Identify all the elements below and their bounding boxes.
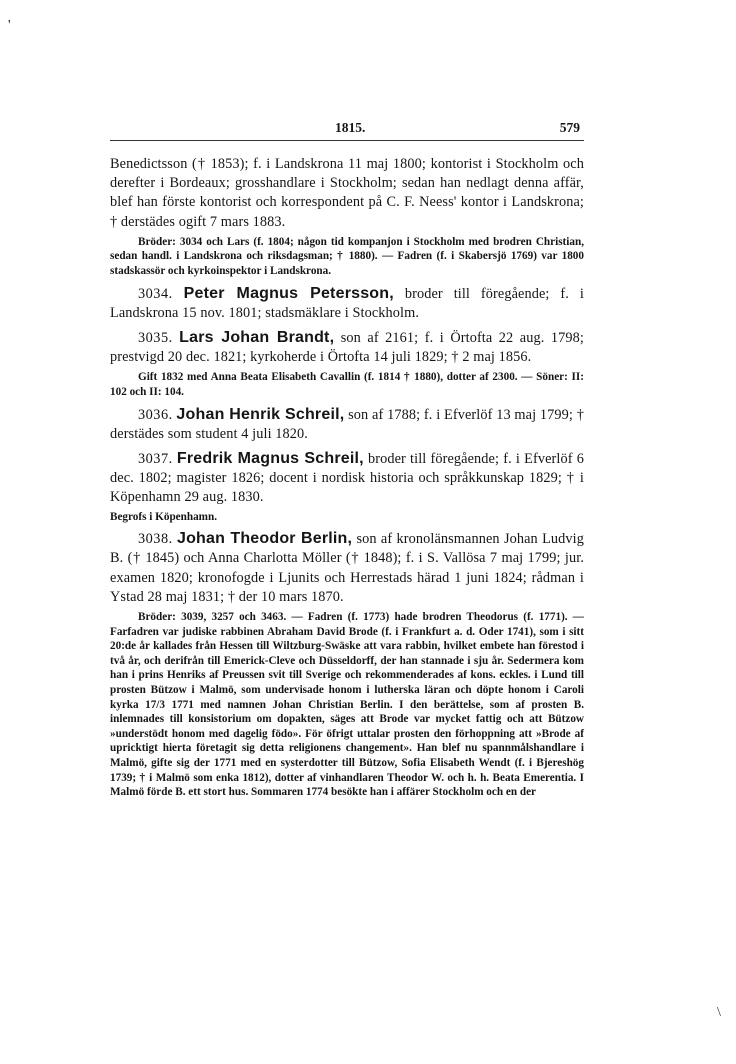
intro-paragraph: Benedictsson († 1853); f. i Landskrona 11 maj 1800; kontorist i Stockholm och derefter i Bordeaux; grosshandlare i Stockholm; sedan han nedlagt denna affär, blef han förste kontorist och korrespondent på C. F. Neess' kontor i Landskrona; † derstädes ogift 7 mars 1883. xyxy=(110,156,584,230)
header-rule xyxy=(110,140,584,141)
entry-text: son af 2161; f. i Örtofta 22 aug. 1798; prestvigd 20 dec. 1821; kyrkoherde i Örtofta 14 juli 1829; † 2 maj 1856. xyxy=(110,330,584,366)
entry-text: broder till föregående; f. i Landskrona 15 nov. 1801; stadsmäklare i Stockholm. xyxy=(110,285,584,321)
entry-note: Bröder: 3039, 3257 och 3463. — Fadren (f. 1773) hade brodren Theodorus (f. 1771). — Farfadren var judiske rabbinen Abraham David Brode (f. i Frankfurt a. d. Oder 1741), som i sitt 20:de år kallades från Hessen till Wiltzburg-Swäske att vara rabbin, hvilket embete han förestod i två år, och derifrån till Emerick-Cleve och Düsseldorff, der han stannade i sju år. Sedermera kom han i prins Henriks af Preussen svit till Sverige och rekommenderades af kons. eckles. i Lund till prosten Bützow i Malmö, som undervisade honom i lutherska läran och döpte honom i Caroli kyrka 17/3 1771 med namnen Johan Christian Berlin. I den berättelse, som af prosten B. inlemnades till konsistorium om dopakten, säges att Brode var mycket fattig och att Bützow »understödt honom med dagelig födo». För öfrigt uttalar prosten den förhoppning att »Brode af upricktigt hierta företagit sig detta religionens changement». Han blef nu spannmålshandlare i Malmö, gifte sig der 1771 med en systerdotter till Bützow, Sofia Elisabeth Wendt (f. i Bjereshög 1739; † i Malmö som enka 1812), dotter af vinhandlaren Theodor W. och h. h. Beata Emerentia. I Malmö förde B. ett stort hus. Sommaren 1774 besökte han i affärer Stockholm och en der xyxy=(110,611,584,799)
entry-number: 3034. xyxy=(138,285,173,302)
entry-text: broder till föregående; f. i Efverlöf 6 dec. 1802; magister 1826; docent i nordisk historia och språkkunskap 1829; † i Köpenhamn 29 aug. 1830. xyxy=(110,451,585,506)
entry-number: 3038. xyxy=(138,531,173,548)
entry-number: 3035. xyxy=(138,330,173,346)
entry-note: Begrofs i Köpenhamn. xyxy=(110,510,218,523)
entry-name: Peter Magnus Petersson, xyxy=(183,284,394,302)
entry-number: 3037. xyxy=(138,451,173,467)
entry-name: Fredrik Magnus Schreil, xyxy=(176,450,364,467)
entry-number: 3036. xyxy=(138,406,173,423)
entry-3037 xyxy=(110,449,584,524)
entry-3035 xyxy=(110,328,584,400)
page-number: 579 xyxy=(559,120,580,135)
entry-note: Gift 1832 med Anna Beata Elisabeth Cavallin (f. 1814 † 1880), dotter af 2300. — Söner: II: 102 och II: 104. xyxy=(110,371,584,398)
corner-mark: ' xyxy=(8,18,11,33)
entry-text: son af kronolänsmannen Johan Ludvig B. († 1845) och Anna Charlotta Möller († 1848); f. i S. Vallösa 7 maj 1799; jur. examen 1820; kronofogde i Ljunits och Herrestads härad 1 juni 1824; rådman i Ystad 28 maj 1831; † der 10 mars 1870. xyxy=(110,531,584,605)
page-body xyxy=(110,155,584,803)
running-header xyxy=(110,120,584,138)
intro-note: Bröder: 3034 och Lars (f. 1804; någon tid kompanjon i Stockholm med brodren Christian, sedan handl. i Landskrona och riksdagsman; † 1880). — Fadren (f. i Skabersjö 1769) var 1800 stadskassör och kyrkoinspektor i Landskrona. xyxy=(110,235,584,277)
entry-name: Lars Johan Brandt, xyxy=(179,329,335,346)
entry-3036 xyxy=(110,405,584,444)
entry-name: Johan Henrik Schreil, xyxy=(176,405,345,423)
entry-name: Johan Theodor Berlin, xyxy=(176,530,353,548)
entry-3038 xyxy=(110,529,584,800)
entry-3034 xyxy=(110,284,584,323)
margin-mark: \ xyxy=(717,1005,721,1020)
entry-text: son af 1788; f. i Efverlöf 13 maj 1799; † derstädes som student 4 juli 1820. xyxy=(110,406,584,442)
header-year: 1815. xyxy=(335,120,366,135)
